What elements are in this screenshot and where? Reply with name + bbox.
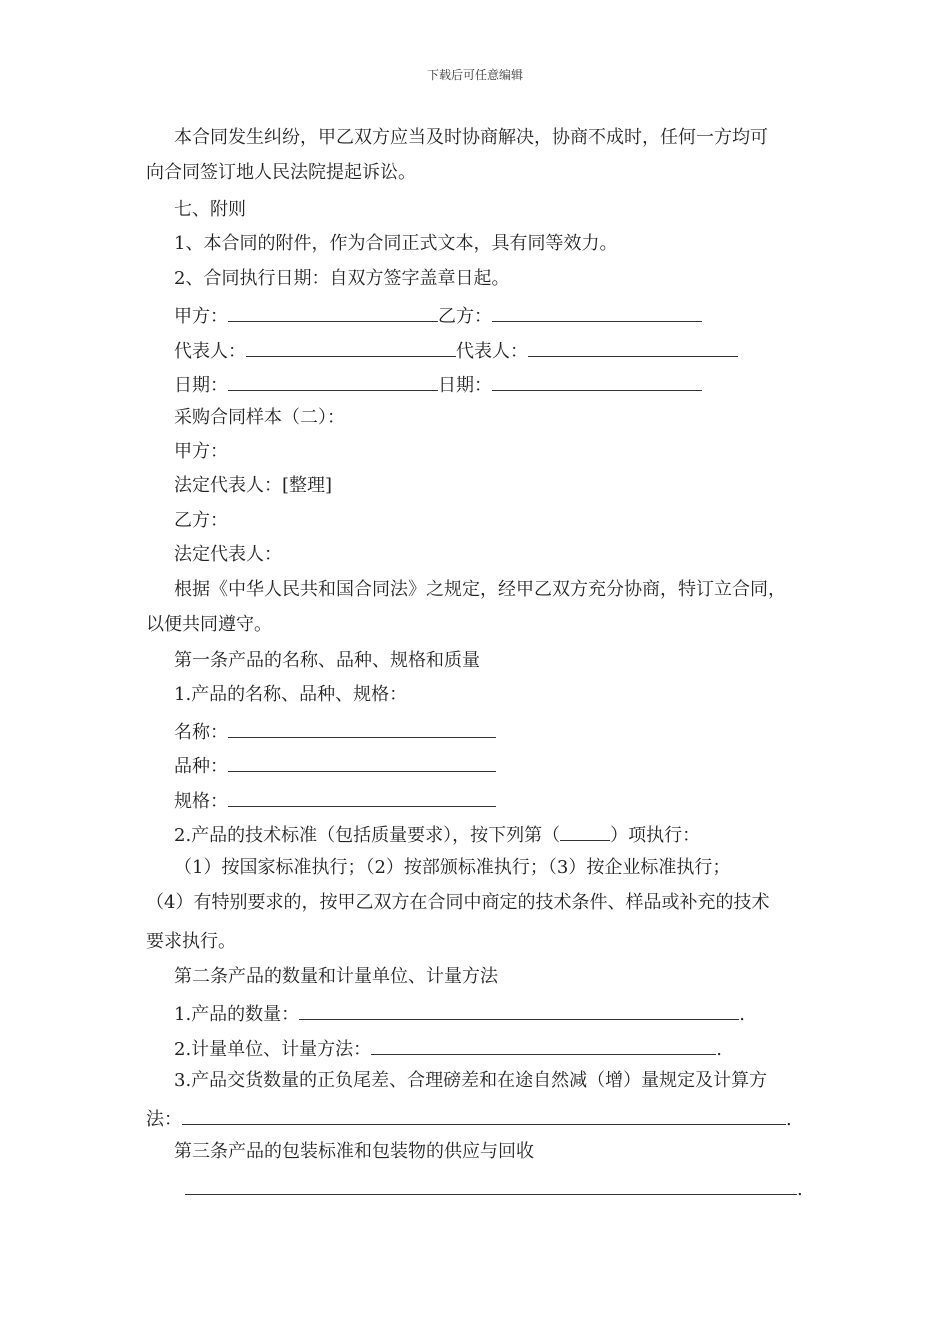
date-a-blank[interactable] (228, 371, 438, 391)
sample-title: 采购合同样本（二）： (174, 407, 345, 428)
variety-row (174, 752, 496, 779)
item-number-blank[interactable] (560, 821, 610, 841)
unit-blank[interactable] (371, 1035, 716, 1055)
rep-b-blank[interactable] (528, 337, 738, 357)
rep-a-blank[interactable] (246, 337, 456, 357)
party-a-label: 甲方： (174, 306, 228, 327)
special-requirements: （4）有特别要求的，按甲乙双方在合同中商定的技术条件、样品或补充的技术 (146, 892, 770, 913)
signature-date-row (174, 371, 702, 398)
legal-rep-b: 法定代表人： (174, 544, 282, 565)
rep-a-label: 代表人： (174, 341, 246, 362)
article-1-item-1: 1.产品的名称、品种、规格： (174, 684, 408, 705)
method-label: 法： (146, 1109, 182, 1130)
variety-label: 品种： (174, 756, 228, 777)
period: . (786, 1109, 792, 1130)
quantity-label: 1.产品的数量： (174, 1004, 300, 1025)
special-requirements-cont: 要求执行。 (146, 931, 236, 952)
method-blank[interactable] (182, 1105, 786, 1125)
party-b-label: 乙方： (438, 306, 492, 327)
article-1-item-2 (174, 821, 700, 848)
quantity-blank[interactable] (299, 1000, 739, 1020)
article-1-heading: 第一条产品的名称、品种、规格和质量 (174, 650, 480, 671)
party-a: 甲方： (174, 441, 228, 462)
name-blank[interactable] (228, 718, 496, 738)
signature-rep-row (174, 337, 738, 364)
clause-1: 1、本合同的附件，作为合同正式文本，具有同等效力。 (174, 233, 618, 254)
packaging-row (185, 1175, 803, 1202)
name-row (174, 718, 496, 745)
preamble: 根据《中华人民共和国合同法》之规定，经甲乙双方充分协商，特订立合同， (174, 579, 786, 600)
period: . (739, 1004, 745, 1025)
spec-label: 规格： (174, 791, 228, 812)
unit-row (174, 1035, 722, 1062)
item-2-text-end: ）项执行： (610, 825, 701, 846)
date-b-label: 日期： (438, 375, 492, 396)
legal-rep-a: 法定代表人：[整理] (174, 475, 333, 496)
tolerance-method-row (146, 1105, 792, 1132)
quantity-row (174, 1000, 745, 1027)
rep-b-label: 代表人： (456, 341, 528, 362)
signature-party-row (174, 302, 702, 329)
name-label: 名称： (174, 722, 228, 743)
tolerance-text: 3.产品交货数量的正负尾差、合理磅差和在途自然减（增）量规定及计算方 (174, 1070, 768, 1091)
section-heading-appendix: 七、附则 (174, 199, 246, 220)
party-a-blank[interactable] (228, 302, 438, 322)
standards-options: （1）按国家标准执行；（2）按部颁标准执行；（3）按企业标准执行； (174, 857, 731, 878)
item-2-text: 2.产品的技术标准（包括质量要求），按下列第（ (174, 825, 561, 846)
party-b: 乙方： (174, 510, 228, 531)
date-b-blank[interactable] (492, 371, 702, 391)
paragraph-dispute-cont: 向合同签订地人民法院提起诉讼。 (146, 162, 416, 183)
variety-blank[interactable] (228, 752, 496, 772)
article-2-heading: 第二条产品的数量和计量单位、计量方法 (174, 966, 498, 987)
paragraph-dispute: 本合同发生纠纷，甲乙双方应当及时协商解决，协商不成时，任何一方均可 (174, 127, 768, 148)
page-header: 下载后可任意编辑 (426, 68, 523, 82)
spec-row (174, 787, 496, 814)
unit-label: 2.计量单位、计量方法： (174, 1039, 372, 1060)
clause-2: 2、合同执行日期：自双方签字盖章日起。 (174, 268, 510, 289)
packaging-blank[interactable] (185, 1175, 797, 1195)
period: . (797, 1179, 803, 1200)
spec-blank[interactable] (228, 787, 496, 807)
date-a-label: 日期： (174, 375, 228, 396)
period: . (716, 1039, 722, 1060)
preamble-cont: 以便共同遵守。 (146, 614, 272, 635)
party-b-blank[interactable] (492, 302, 702, 322)
article-3-heading: 第三条产品的包装标准和包装物的供应与回收 (174, 1141, 534, 1162)
